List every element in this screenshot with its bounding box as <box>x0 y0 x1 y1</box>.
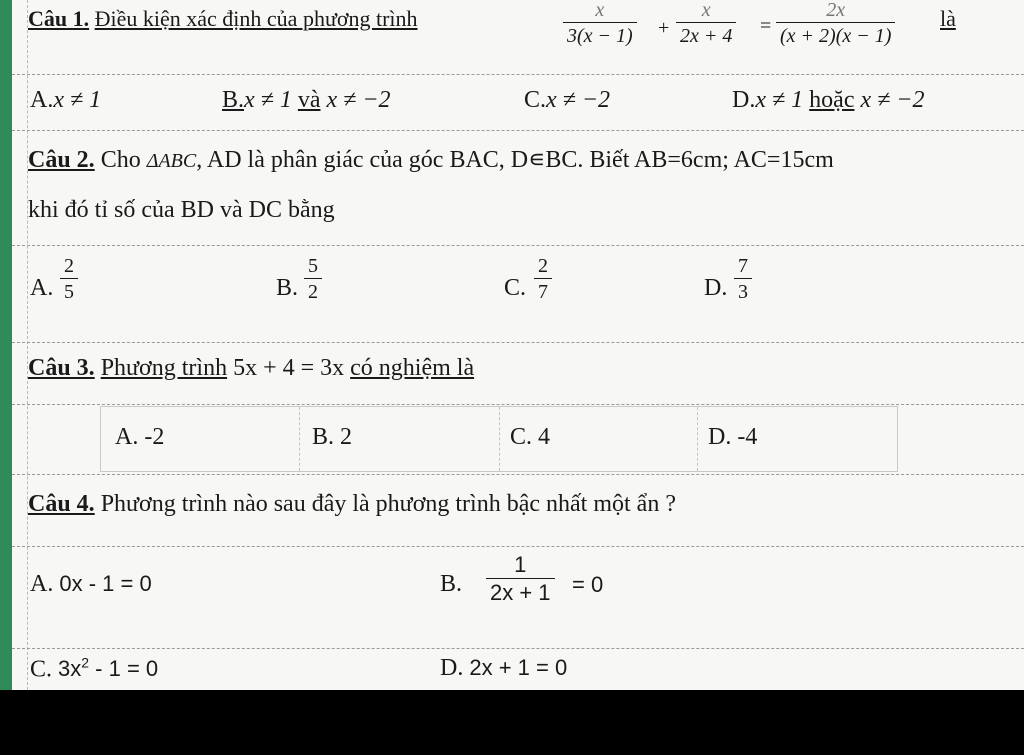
divider <box>12 342 1024 343</box>
q1-f1-numerator: x <box>595 0 605 21</box>
q1-plus: + <box>658 17 670 39</box>
q4-option-c-rest: - 1 = 0 <box>89 656 159 682</box>
q3-options-table <box>100 406 898 472</box>
divider <box>12 245 1024 246</box>
denominator: 2x + 1 <box>490 580 551 605</box>
q2-option-b-label: B. <box>276 275 299 301</box>
numerator: 2 <box>538 255 548 277</box>
q2-option-d-fraction <box>734 256 752 302</box>
q1-text: Điều kiện xác định của phương trình <box>94 6 418 31</box>
q3-option-d: D. -4 <box>708 424 758 450</box>
q2-line1b: , AD là phân giác của góc BAC, D∊BC. Biết AB=6cm; AC=15cm <box>196 147 834 173</box>
q1-option-d-label: D. <box>732 87 756 113</box>
q1-option-c-label: C. <box>524 87 547 113</box>
numerator: 7 <box>738 255 748 277</box>
divider <box>12 130 1024 131</box>
q3-heading <box>28 356 474 380</box>
q1-option-a <box>30 88 101 112</box>
q3-option-cell <box>697 407 896 471</box>
q2-option-a-label: A. <box>30 275 54 301</box>
q1-fraction-2 <box>676 0 736 46</box>
divider <box>12 546 1024 547</box>
q2-option-c-fraction <box>534 256 552 302</box>
q4-option-c-base: 3x <box>58 656 82 682</box>
q3-text-a: Phương trình <box>100 355 228 381</box>
q1-f1-denominator: 3(x − 1) <box>567 25 633 47</box>
left-accent-bar <box>0 0 12 690</box>
q3-option-c: C. 4 <box>510 424 551 450</box>
q1-option-a-label: A. <box>30 87 54 113</box>
q1-option-b-text1: x ≠ 1 <box>244 87 292 113</box>
denominator: 3 <box>738 281 748 303</box>
q4-option-d-equation: 2x + 1 = 0 <box>469 655 568 680</box>
q1-label: Câu 1. <box>28 6 90 31</box>
divider <box>12 648 1024 649</box>
q1-option-c-text: x ≠ −2 <box>546 87 611 113</box>
q3-label: Câu 3. <box>28 355 95 381</box>
q1-option-b-label: B. <box>222 87 245 113</box>
q2-line1 <box>28 148 834 172</box>
q3-option-a: A. -2 <box>115 424 165 450</box>
q2-label: Câu 2. <box>28 147 95 173</box>
q1-option-d-text2: x ≠ −2 <box>860 87 925 113</box>
denominator: 2 <box>308 281 318 303</box>
q1-option-b-and: và <box>297 87 321 113</box>
q4-option-b-fraction <box>486 554 555 604</box>
q4-option-d-label: D. <box>440 655 464 681</box>
q1-equals: = <box>760 15 772 37</box>
q1-heading <box>28 8 418 30</box>
q1-f2-numerator: x <box>701 0 711 21</box>
margin-guide <box>27 0 28 690</box>
q4-option-b-rhs: = 0 <box>572 572 604 597</box>
q2-option-d-label: D. <box>704 275 728 301</box>
q3-text-b: có nghiệm là <box>350 355 475 381</box>
q3-option-cell <box>499 407 698 471</box>
numerator: 1 <box>514 552 527 577</box>
q2-line1a: Cho <box>100 147 141 173</box>
q4-option-b-label: B. <box>440 571 463 597</box>
q1-tail: là <box>940 6 956 31</box>
q4-option-a <box>30 572 152 596</box>
q4-label: Câu 4. <box>28 491 95 517</box>
q3-option-cell <box>101 407 299 471</box>
numerator: 2 <box>64 255 74 277</box>
q4-option-c-exponent: 2 <box>81 655 90 671</box>
q2-option-c-label: C. <box>504 275 527 301</box>
q1-option-d-text1: x ≠ 1 <box>755 87 804 113</box>
q1-option-b <box>222 88 391 112</box>
q3-option-cell <box>299 407 498 471</box>
numerator: 5 <box>308 255 318 277</box>
divider <box>12 474 1024 475</box>
q1-option-c <box>524 88 610 112</box>
q1-option-d <box>732 88 925 112</box>
divider <box>12 404 1024 405</box>
q1-fraction-3 <box>776 0 895 46</box>
q1-option-a-text: x ≠ 1 <box>53 87 102 113</box>
q1-fraction-1 <box>563 0 637 46</box>
q4-option-c-label: C. <box>30 656 53 683</box>
divider <box>12 74 1024 75</box>
q1-f3-denominator: (x + 2)(x − 1) <box>780 25 892 47</box>
q3-equation: 5x + 4 = 3x <box>233 355 345 381</box>
q3-option-b: B. 2 <box>312 424 353 450</box>
denominator: 7 <box>538 281 548 303</box>
q4-option-c <box>30 656 158 681</box>
q4-option-a-label: A. <box>30 571 54 597</box>
q4-text: Phương trình nào sau đây là phương trình bậc nhất một ẩn ? <box>100 491 676 517</box>
q2-option-b-fraction <box>304 256 322 302</box>
denominator: 5 <box>64 281 74 303</box>
q2-line2: khi đó tỉ số của BD và DC bằng <box>28 197 335 223</box>
q1-f3-numerator: 2x <box>826 0 846 21</box>
q1-option-d-or: hoặc <box>809 87 855 113</box>
q4-heading <box>28 492 676 516</box>
q1-f2-denominator: 2x + 4 <box>680 25 733 47</box>
q4-option-a-equation: 0x - 1 = 0 <box>59 571 152 596</box>
q2-option-a-fraction <box>60 256 78 302</box>
q4-option-d <box>440 656 567 680</box>
q2-triangle: ΔABC <box>146 150 197 172</box>
q1-option-b-text2: x ≠ −2 <box>326 87 391 113</box>
